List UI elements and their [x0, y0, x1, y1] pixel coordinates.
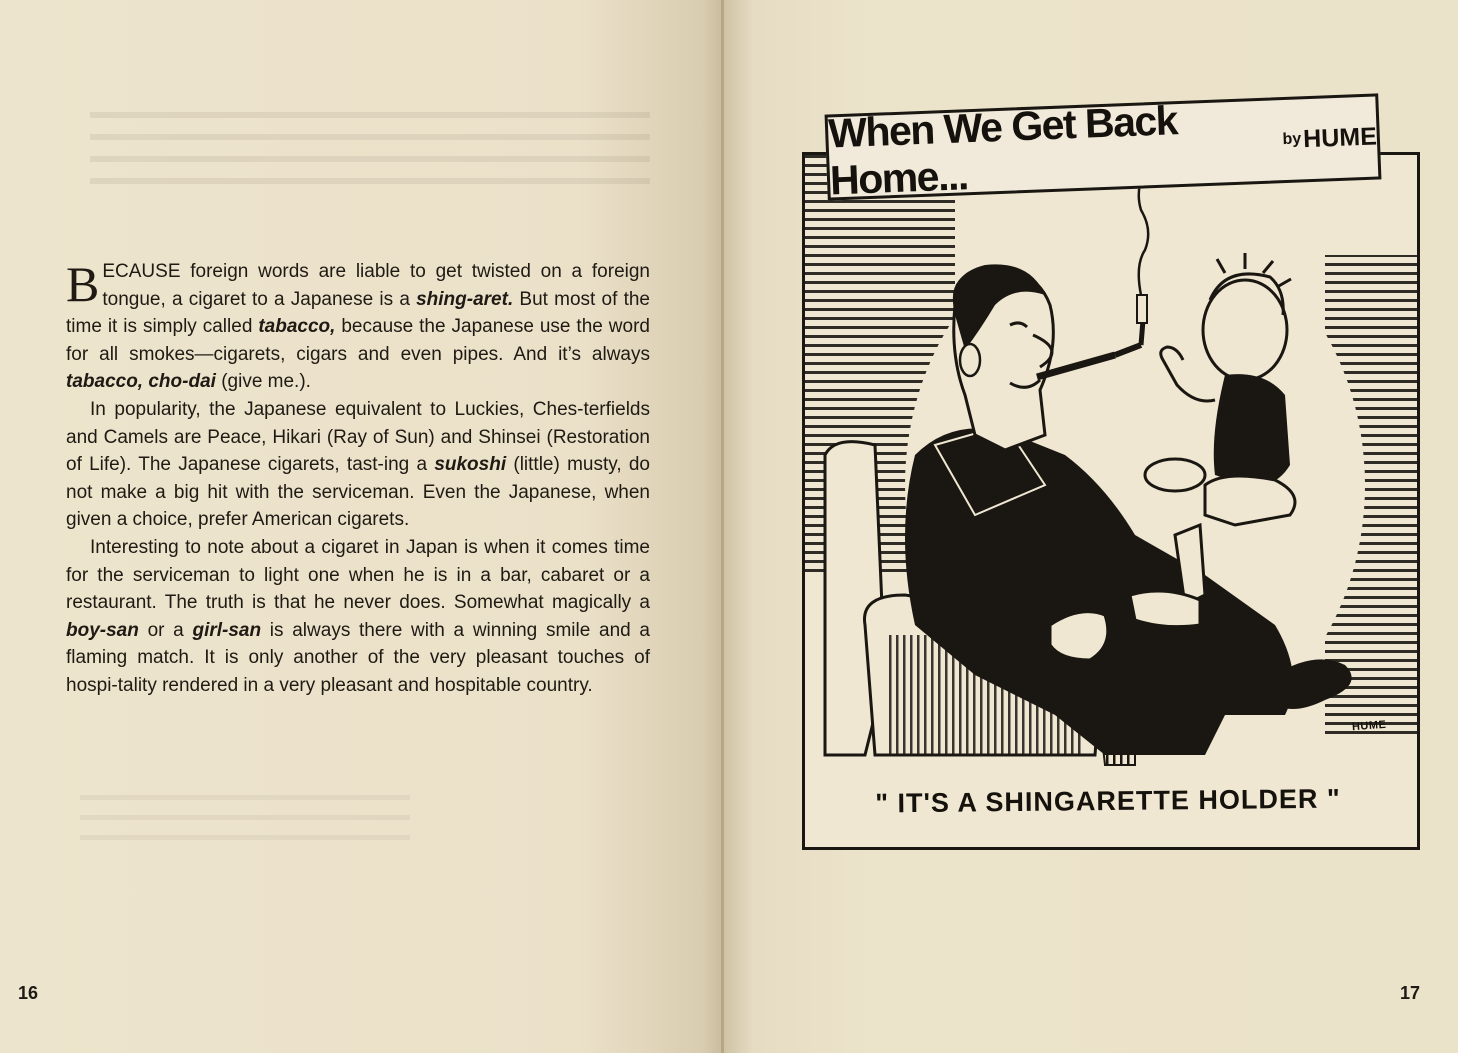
text-run: because the Japanese use the word for all smokes—cigarets, cigars and even pipes. And it’s always: [66, 316, 650, 365]
paragraph-2: [66, 396, 650, 534]
emphasis-boy-san: boy-san: [66, 619, 139, 641]
drop-cap: B: [66, 256, 100, 312]
emphasis-girl-san: girl-san: [192, 619, 262, 641]
emphasis-tabacco-chodai: tabacco, cho-dai: [66, 371, 216, 393]
text-run: (little) musty, do not make a big hit with the serviceman. Even the Japanese, when given a choice, prefer American cigarets.: [66, 454, 650, 531]
text-run: (give me.).: [215, 371, 311, 393]
cartoon-title: When We Get Back Home...: [827, 97, 1178, 204]
text-run: ECAUSE foreign words are liable to get twisted on a foreign tongue, a cigaret to a Japanese is a: [102, 261, 650, 310]
page-number-left: 16: [18, 983, 39, 1003]
text-run: is always there with a winning smile and a flaming match. It is only another of the very pleasant touches of hospi-tality rendered in a very pleasant and hospitable country.: [66, 619, 650, 696]
cartoon-title-by: by: [1282, 130, 1302, 149]
show-through-ghost-text: [80, 795, 410, 855]
body-text: [66, 258, 650, 700]
emphasis-sukoshi: sukoshi: [434, 454, 507, 476]
cartoon-frame: [802, 152, 1420, 850]
cartoon-illustration: [805, 155, 1417, 847]
left-page: [0, 0, 724, 1053]
right-page: [724, 0, 1458, 1053]
cartoon-author: HUME: [1302, 121, 1378, 153]
paragraph-1: [66, 258, 650, 396]
emphasis-shingaret: shing-aret.: [416, 288, 514, 310]
show-through-ghost-text: [90, 112, 650, 192]
cartoon-caption: " IT'S A SHINGARETTE HOLDER ": [875, 783, 1341, 819]
paragraph-3: [66, 534, 650, 700]
text-run: But most of the time it is simply called: [66, 288, 650, 338]
artist-signature: HUME: [1351, 718, 1387, 734]
text-run: In popularity, the Japanese equivalent to Luckies, Ches-terfields and Camels are Peace, Hikari (Ray of Sun) and Shinsei (Restoration of Life). The Japanese cigarets, tast-ing a: [66, 398, 650, 476]
text-run: or a: [138, 619, 193, 641]
emphasis-tabacco: tabacco,: [258, 316, 336, 338]
text-run: Interesting to note about a cigaret in Japan is when it comes time for the serviceman to light one when he is in a bar, cabaret or a restaurant. The truth is that he never does. Somewhat magically a: [66, 536, 650, 614]
page-number-right: 17: [1400, 983, 1421, 1003]
